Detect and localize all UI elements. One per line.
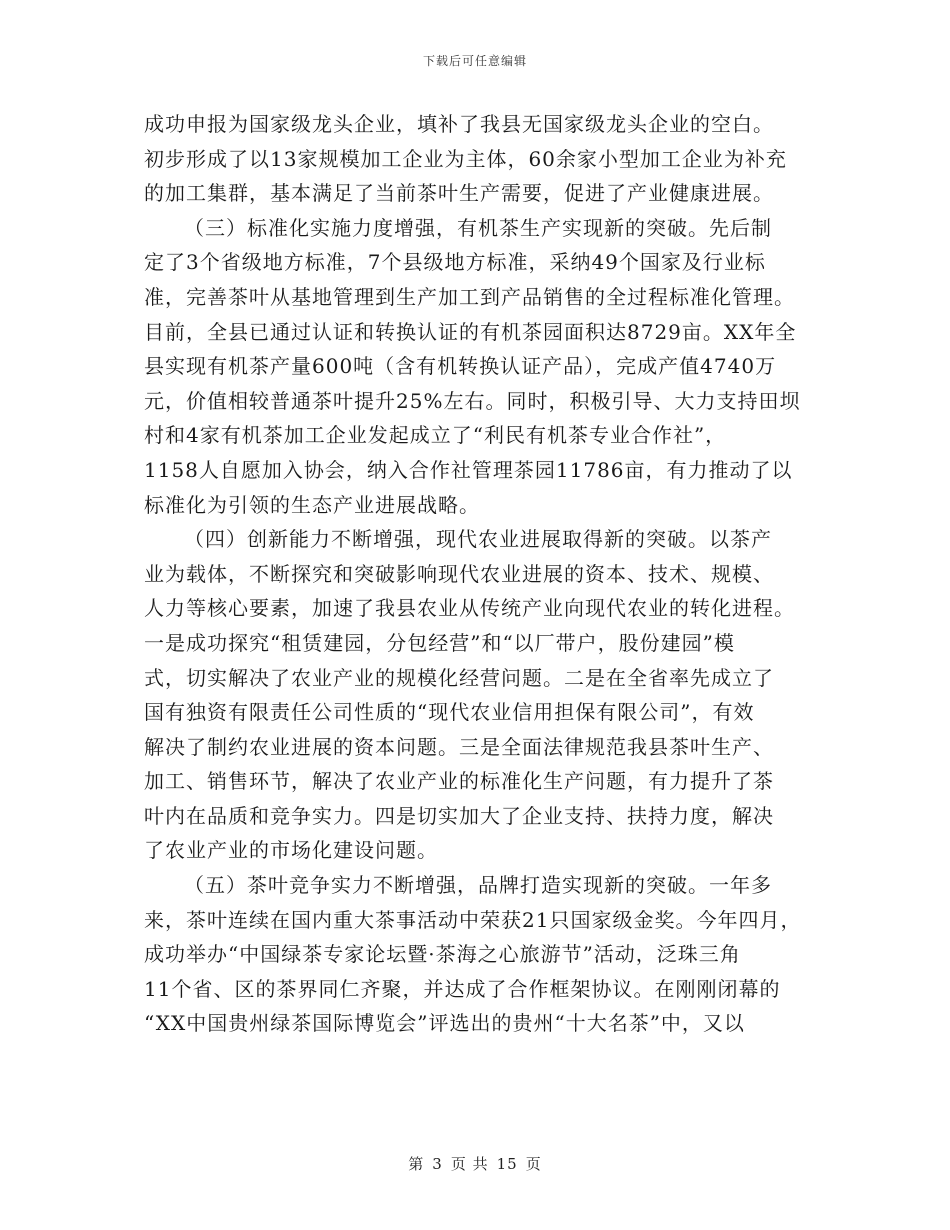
footer-suffix: 页	[525, 1155, 542, 1173]
text-line: “XX中国贵州绿茶国际博览会”评选出的贵州“十大名茶”中，又以	[144, 1011, 745, 1036]
page-footer	[0, 1153, 950, 1174]
text-line: 初步形成了以13家规模加工企业为主体，60余家小型加工企业为补充	[144, 146, 787, 171]
footer-middle: 页 共	[450, 1155, 489, 1173]
total-pages-number: 15	[496, 1155, 518, 1173]
page-header: 下载后可任意编辑	[422, 54, 527, 68]
text-line: 成功举办“中国绿茶专家论坛暨·茶海之心旅游节”活动，泛珠三角	[144, 942, 741, 967]
text-line: 成功申报为国家级龙头企业，填补了我县无国家级龙头企业的空白。	[144, 112, 774, 136]
footer-prefix: 第	[408, 1155, 425, 1173]
text-line: 准，完善茶叶从基地管理到生产加工到产品销售的全过程标准化管理。	[144, 284, 795, 309]
text-line: 村和4家有机茶加工企业发起成立了“利民有机茶专业合作社”，	[144, 423, 727, 448]
text-line: 解决了制约农业进展的资本问题。三是全面法律规范我县茶叶生产、	[144, 734, 774, 759]
text-line: 1158人自愿加入协会，纳入合作社管理茶园11786亩，有力推动了以	[144, 457, 793, 482]
text-line: 业为载体，不断探究和突破影响现代农业进展的资本、技术、规模、	[144, 561, 774, 586]
text-line: 国有独资有限责任公司性质的“现代农业信用担保有限公司”，有效	[144, 700, 755, 725]
text-line: 11个省、区的茶界同仁齐聚，并达成了合作框架协议。在刚刚闭幕的	[144, 976, 781, 1001]
text-line: （三）标准化实施力度增强，有机茶生产实现新的突破。先后制	[184, 215, 772, 240]
text-line: 标准化为引领的生态产业进展战略。	[144, 492, 480, 517]
text-line: 式，切实解决了农业产业的规模化经营问题。二是在全省率先成立了	[144, 665, 774, 690]
text-line: 的加工集群，基本满足了当前茶叶生产需要，促进了产业健康进展。	[144, 181, 774, 206]
text-line: 目前，全县已通过认证和转换认证的有机茶园面积达8729亩。XX年全	[144, 319, 797, 344]
text-line: （四）创新能力不断增强，现代农业进展取得新的突破。以茶产	[184, 527, 772, 552]
text-line: 了农业产业的市场化建设问题。	[144, 838, 438, 863]
text-line: 元，价值相较普通茶叶提升25%左右。同时，积极引导、大力支持田坝	[144, 388, 801, 413]
text-line: 来，茶叶连续在国内重大茶事活动中荣获21只国家级金奖。今年四月，	[144, 907, 802, 932]
document-body	[144, 107, 814, 1041]
text-line: 叶内在品质和竞争实力。四是切实加大了企业支持、扶持力度，解决	[144, 803, 774, 828]
text-line: （五）茶叶竞争实力不断增强，品牌打造实现新的突破。一年多	[184, 873, 772, 898]
text-line: 定了3个省级地方标准，7个县级地方标准，采纳49个国家及行业标	[144, 250, 766, 275]
text-line: 人力等核心要素，加速了我县农业从传统产业向现代农业的转化进程。	[144, 596, 795, 621]
text-line: 县实现有机茶产量600吨（含有机转换认证产品），完成产值4740万	[144, 354, 777, 379]
text-line: 加工、销售环节，解决了农业产业的标准化生产问题，有力提升了茶	[144, 769, 774, 794]
current-page-number: 3	[432, 1155, 443, 1173]
text-line: 一是成功探究“租赁建园，分包经营”和“以厂带户，股份建园”模	[144, 630, 735, 655]
